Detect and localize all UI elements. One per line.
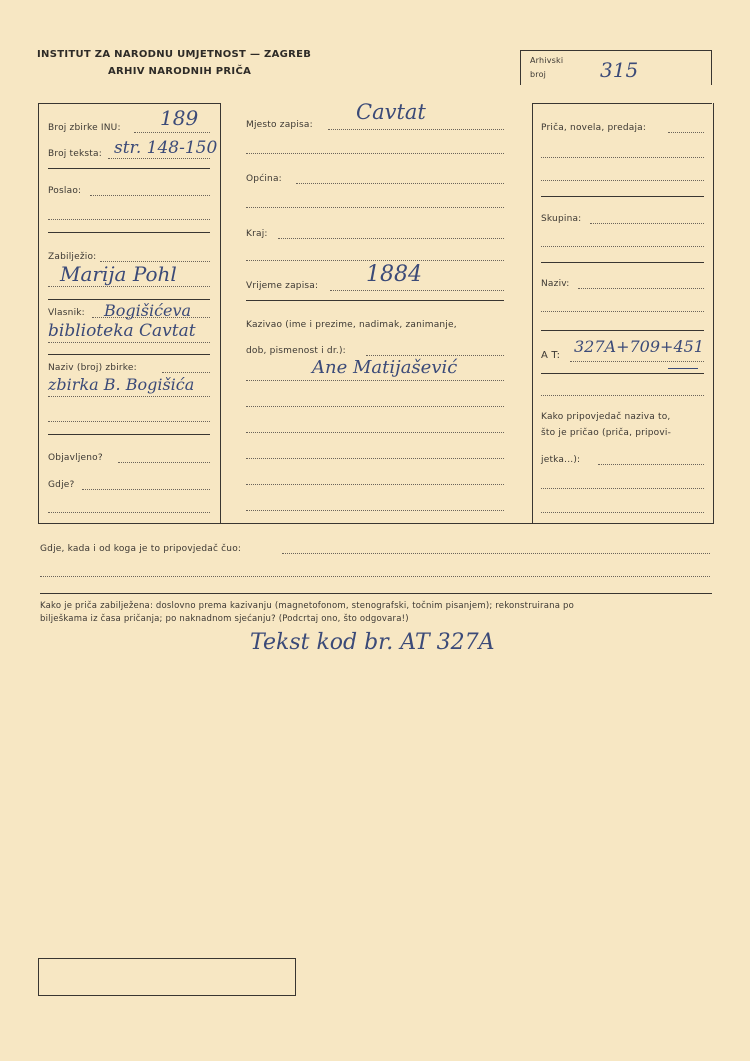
place-label: Mjesto zapisa:: [246, 120, 313, 130]
collection-number-line: [134, 132, 210, 133]
narrator-line-4: [246, 432, 504, 433]
group-line: [590, 223, 704, 224]
left-top-rule: [38, 103, 220, 104]
archive-number-value: 315: [600, 58, 639, 82]
left-rule-5: [48, 434, 210, 435]
method-text-2: bilješkama iz časa pričanja; po naknadnom sjećanju? (Podcrtaj ono, što odgovara!): [40, 614, 409, 624]
recorded-by-label: Zabilježio:: [48, 252, 97, 262]
region-line: [278, 238, 504, 239]
recorded-by-line-2: [48, 286, 210, 287]
title-line: [578, 288, 704, 289]
source-line-2: [40, 576, 710, 577]
owner-line-2: [48, 342, 210, 343]
municipality-label: Općina:: [246, 174, 282, 184]
collection-name-value: zbirka B. Bogišića: [48, 375, 195, 394]
left-rule-4: [48, 354, 210, 355]
place-line: [328, 129, 504, 130]
narrator-value: Ane Matijašević: [312, 357, 458, 378]
municipality-line: [296, 183, 504, 184]
sent-by-line: [90, 195, 210, 196]
right-rule-1: [541, 196, 704, 197]
right-top-rule: [532, 103, 712, 104]
collection-number-label: Broj zbirke INU:: [48, 123, 121, 133]
at-value-underline: [668, 368, 698, 369]
narrator-label-1: Kazivao (ime i prezime, nadimak, zanimanje,: [246, 320, 457, 330]
narrator-line-7: [246, 510, 504, 511]
stamp-box: [38, 958, 296, 996]
sent-by-label: Poslao:: [48, 186, 82, 196]
published-line: [118, 462, 210, 463]
source-label: Gdje, kada i od koga je to pripovjedač čuo:: [40, 544, 242, 554]
region-line-2: [246, 260, 504, 261]
region-label: Kraj:: [246, 229, 268, 239]
genre-line-3: [541, 180, 704, 181]
time-line: [330, 290, 504, 291]
collection-name-line-3: [48, 421, 210, 422]
naming-line: [598, 464, 704, 465]
column-divider-1: [220, 103, 221, 524]
owner-value-1: Bogišićeva: [104, 301, 192, 320]
place-line-2: [246, 153, 504, 154]
municipality-line-2: [246, 207, 504, 208]
at-value: 327A+709+451: [574, 337, 704, 356]
at-line: [570, 361, 704, 362]
narrator-line-2: [246, 380, 504, 381]
genre-line: [668, 132, 704, 133]
text-number-value: str. 148-150: [114, 138, 218, 158]
naming-label-3: jetka...):: [541, 455, 581, 465]
genre-line-2: [541, 157, 704, 158]
method-text-1: Kako je priča zabilježena: doslovno prema kazivanju (magnetofonom, stenografski, točnim pisanjem); rekonstruirana po: [40, 601, 575, 611]
text-number-line: [108, 158, 210, 159]
owner-label: Vlasnik:: [48, 308, 85, 318]
narrator-label-2: dob, pismenost i dr.):: [246, 346, 346, 356]
where-line: [82, 489, 210, 490]
bottom-rule: [40, 593, 712, 594]
naming-line-2: [541, 488, 704, 489]
title-label: Naziv:: [541, 279, 570, 289]
narrator-line-6: [246, 484, 504, 485]
method-value: Tekst kod br. AT 327A: [250, 630, 495, 655]
source-line: [282, 553, 710, 554]
collection-name-line-2: [48, 396, 210, 397]
collection-name-line: [162, 372, 210, 373]
left-rule-2: [48, 232, 210, 233]
sent-by-line-2: [48, 219, 210, 220]
right-rule-3: [541, 330, 704, 331]
middle-rule-1: [246, 300, 504, 301]
at-label: A T:: [541, 350, 561, 361]
left-rule-1: [48, 168, 210, 169]
collection-name-label: Naziv (broj) zbirke:: [48, 363, 137, 373]
at-line-2: [541, 395, 704, 396]
column-divider-2: [532, 103, 533, 524]
genre-label: Priča, novela, predaja:: [541, 123, 647, 133]
institution-heading: INSTITUT ZA NARODNU UMJETNOST — ZAGREB: [37, 49, 312, 60]
group-line-2: [541, 246, 704, 247]
right-rule-2: [541, 262, 704, 263]
left-rule-3: [48, 299, 210, 300]
naming-line-3: [541, 512, 704, 513]
text-number-label: Broj teksta:: [48, 149, 102, 159]
archive-number-label-2: broj: [530, 70, 547, 79]
where-line-2: [48, 512, 210, 513]
narrator-line-5: [246, 458, 504, 459]
place-value: Cavtat: [356, 100, 426, 124]
group-label: Skupina:: [541, 214, 582, 224]
collection-number-value: 189: [160, 106, 199, 130]
narrator-line-3: [246, 406, 504, 407]
time-label: Vrijeme zapisa:: [246, 281, 319, 291]
archive-heading: ARHIV NARODNIH PRIČA: [108, 66, 252, 77]
archive-number-label-1: Arhivski: [530, 56, 564, 65]
narrator-line: [366, 355, 504, 356]
naming-label-1: Kako pripovjedač naziva to,: [541, 412, 671, 422]
right-rule-4: [541, 373, 704, 374]
title-line-2: [541, 311, 704, 312]
published-label: Objavljeno?: [48, 453, 103, 463]
where-label: Gdje?: [48, 480, 75, 490]
time-value: 1884: [366, 262, 422, 287]
owner-value-2: biblioteka Cavtat: [48, 321, 196, 341]
recorded-by-value: Marija Pohl: [60, 262, 177, 286]
naming-label-2: što je pričao (priča, pripovi-: [541, 428, 672, 438]
